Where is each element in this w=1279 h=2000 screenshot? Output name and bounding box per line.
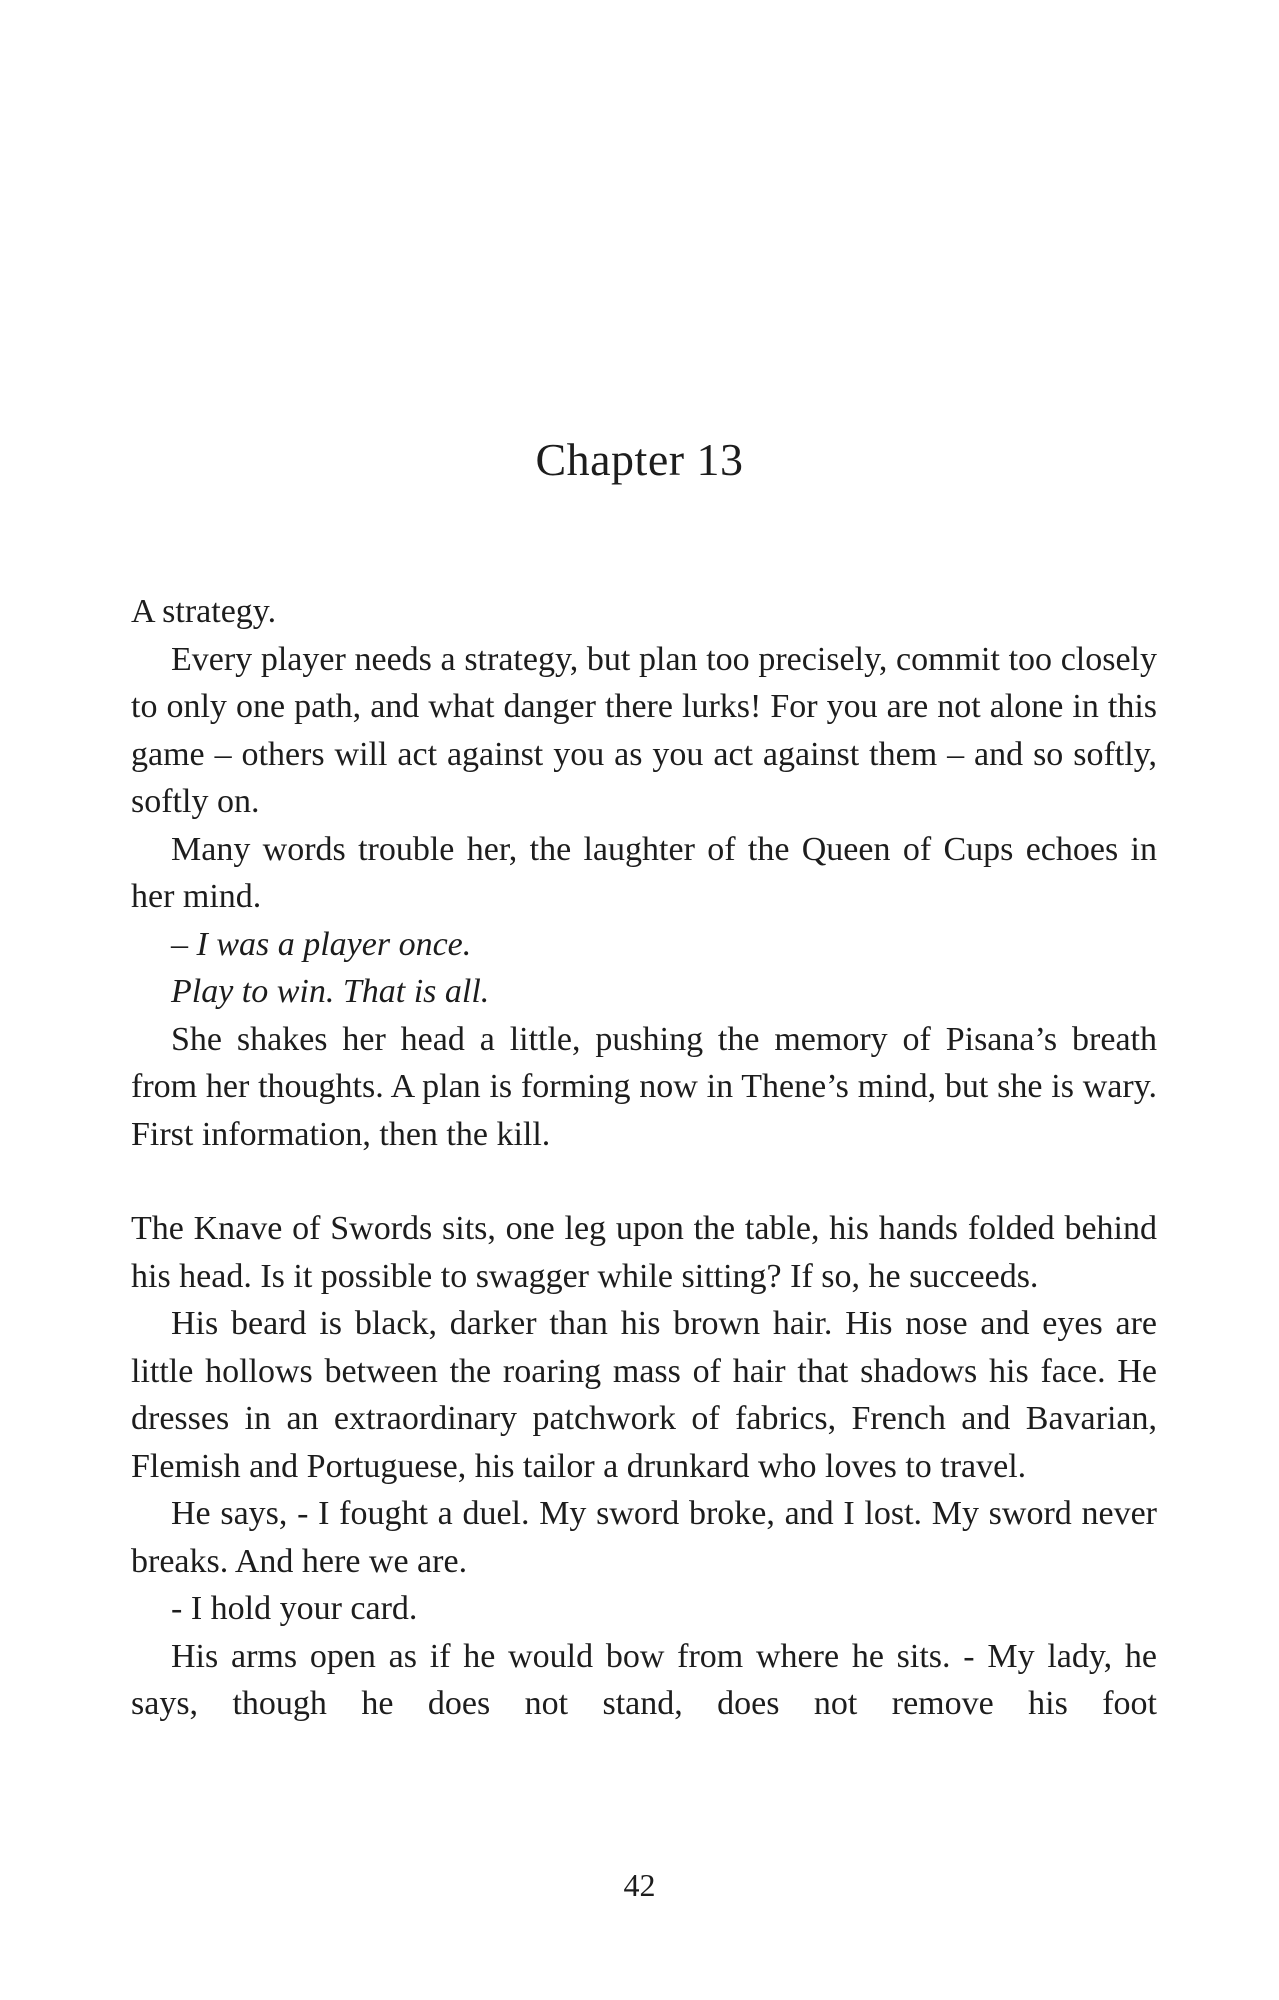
chapter-body — [131, 588, 1157, 1728]
page-number: 42 — [623, 1867, 656, 1903]
paragraph-11: His arms open as if he would bow from where he sits. - My lady, he says, though he does not stand, does not remove his foot — [131, 1637, 1157, 1722]
chapter-title: Chapter 13 — [535, 434, 744, 485]
paragraph-1: A strategy. — [131, 593, 277, 630]
paragraph-5-italic: Play to win. That is all. — [171, 973, 490, 1010]
paragraph-4-italic: – I was a player once. — [171, 925, 472, 963]
paragraph-2: Every player needs a strategy, but plan too precisely, commit too closely to only one path, and what danger there lurks! For you are not alone in this game – others will act against you as you act against them – and so softly, softly on. — [131, 640, 1157, 820]
paragraph-10: - I hold your card. — [171, 1590, 418, 1627]
paragraph-9: He says, - I fought a duel. My sword broke, and I lost. My sword never breaks. And here we are. — [131, 1495, 1157, 1580]
paragraph-7: The Knave of Swords sits, one leg upon the table, his hands folded behind his head. Is it possible to swagger while sitting? If so, he succeeds. — [131, 1210, 1157, 1295]
paragraph-8: His beard is black, darker than his brown hair. His nose and eyes are little hollows between the roaring mass of hair that shadows his face. He dresses in an extraordinary patchwork of fabrics, French and Bavarian, Flemish and Portuguese, his tailor a drunkard who loves to travel. — [131, 1305, 1157, 1485]
paragraph-3: Many words trouble her, the laughter of the Queen of Cups echoes in her mind. — [131, 830, 1157, 915]
paragraph-6: She shakes her head a little, pushing the memory of Pisana’s breath from her thoughts. A plan is forming now in Thene’s mind, but she is wary. First information, then the kill. — [131, 1020, 1157, 1153]
